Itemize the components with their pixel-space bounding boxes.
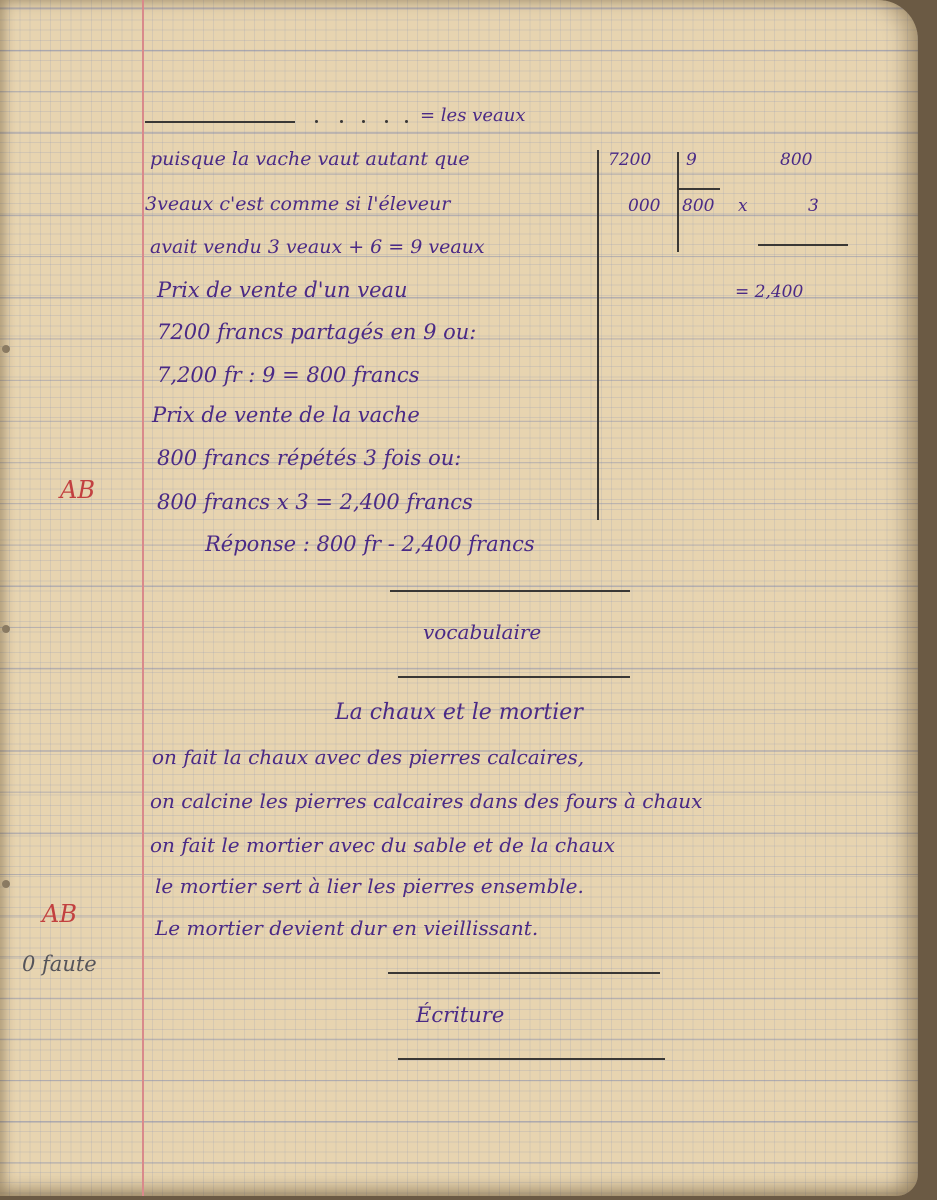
calc-column-rule [597, 150, 599, 520]
margin-line [142, 0, 144, 1196]
problem-line-1: puisque la vache vaut autant que [150, 148, 470, 170]
dot [385, 120, 388, 123]
division-bar-horizontal [678, 188, 720, 190]
grade-mark: AB [60, 476, 95, 504]
binding-hole [2, 880, 10, 888]
dot [405, 120, 408, 123]
lesson-title: La chaux et le mortier [335, 700, 583, 725]
problem-line-7: Prix de vente de la vache [152, 403, 420, 427]
ecriture-heading: Écriture [416, 1003, 505, 1027]
division-bar-vertical [677, 152, 679, 252]
mult-factor: 3 [808, 196, 819, 216]
mult-operator: x [738, 196, 748, 216]
problem-line-8: 800 francs répétés 3 fois ou: [157, 446, 462, 470]
grade-mark: AB [42, 900, 77, 928]
dot [315, 120, 318, 123]
lesson-line-4: le mortier sert à lier les pierres ensemble. [155, 874, 584, 898]
lesson-line-1: on fait la chaux avec des pierres calcaires, [152, 745, 585, 769]
problem-line-9: 800 francs x 3 = 2,400 francs [157, 490, 473, 514]
vocabulaire-heading: vocabulaire [423, 620, 542, 644]
dot [340, 120, 343, 123]
division-dividend: 7200 [608, 150, 652, 170]
division-divisor: 9 [686, 150, 697, 170]
separator-rule [388, 972, 660, 974]
problem-line-3: avait vendu 3 veaux + 6 = 9 veaux [150, 236, 485, 258]
dots-tail: = les veaux [420, 105, 526, 126]
separator-rule [398, 1058, 665, 1060]
mult-result: = 2,400 [735, 282, 804, 302]
dot [362, 120, 365, 123]
mult-top: 800 [780, 150, 813, 170]
lesson-line-3: on fait le mortier avec du sable et de la chaux [150, 833, 616, 857]
lesson-line-5: Le mortier devient dur en vieillissant. [155, 916, 539, 940]
binding-hole [2, 345, 10, 353]
problem-line-2: 3veaux c'est comme si l'éleveur [145, 193, 451, 215]
answer-line: Réponse : 800 fr - 2,400 francs [205, 532, 535, 556]
problem-line-5: 7200 francs partagés en 9 ou: [157, 320, 477, 344]
faute-note: 0 faute [22, 952, 97, 976]
binding-hole [2, 625, 10, 633]
division-remainder: 000 [628, 196, 661, 216]
mult-underline [758, 244, 848, 246]
separator-rule [390, 590, 630, 592]
division-quotient: 800 [682, 196, 715, 216]
lesson-line-2: on calcine les pierres calcaires dans des fours à chaux [150, 789, 703, 813]
problem-line-6: 7,200 fr : 9 = 800 francs [157, 363, 420, 387]
separator-rule [398, 676, 630, 678]
problem-line-4: Prix de vente d'un veau [157, 278, 408, 302]
dotted-rule [145, 121, 295, 123]
